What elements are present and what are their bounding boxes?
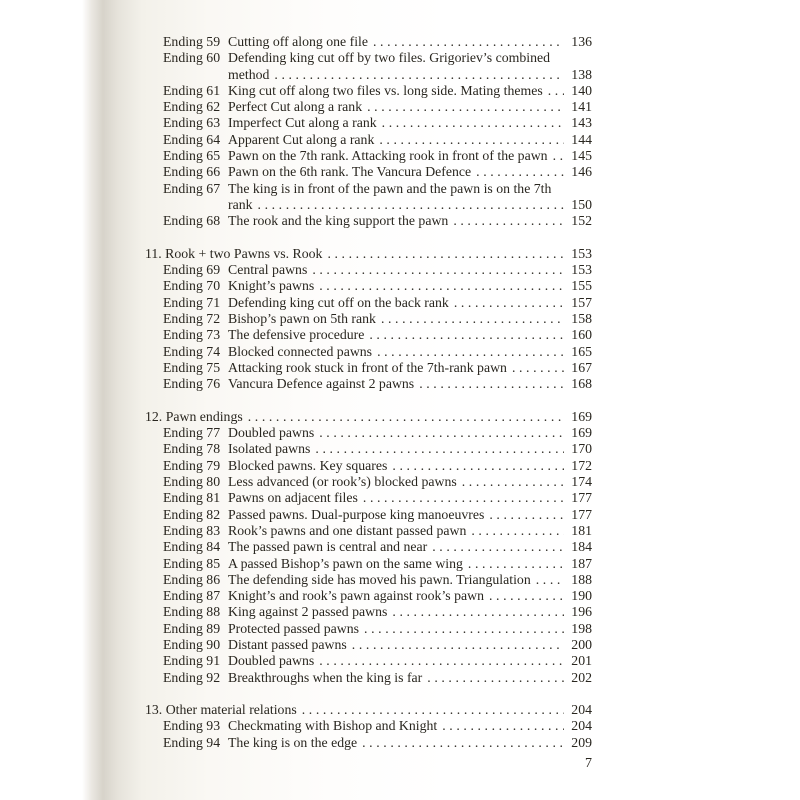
toc-entry-label: Ending 80: [163, 474, 221, 490]
toc-entry-title: Cutting off along one file: [228, 34, 368, 49]
dot-leader: [372, 344, 564, 360]
dot-leader: [297, 702, 564, 718]
toc-entry-page: 196: [571, 604, 592, 620]
dot-leader: [543, 83, 564, 99]
toc-entry-title: Bishop’s pawn on 5th rank: [228, 311, 376, 327]
toc-entry-label: Ending 87: [163, 588, 221, 604]
toc-entry-label: Ending 60: [163, 50, 221, 66]
toc-entry-page: 184: [571, 539, 592, 555]
dot-leader: [387, 458, 564, 474]
toc-entry-title: Passed pawns. Dual-purpose king manoeuvres: [228, 506, 485, 522]
dot-leader: [377, 115, 564, 131]
toc-entry: [145, 507, 592, 523]
toc-entry: [145, 164, 592, 180]
toc-entry-title: Checkmating with Bishop and Knight: [228, 718, 438, 734]
toc-entry-title-continuation: rank: [228, 196, 253, 212]
toc-entry: [145, 556, 592, 572]
toc-entry-page: 140: [571, 82, 592, 98]
toc-entry-label: Ending 64: [163, 131, 221, 147]
dot-leader: [449, 295, 564, 311]
dot-leader: [448, 213, 564, 229]
toc-entry: [145, 735, 592, 751]
toc-entry-page: 209: [571, 734, 592, 750]
toc-entry-label: Ending 73: [163, 327, 221, 343]
dot-leader: [253, 197, 564, 213]
toc-entry: [145, 213, 592, 229]
dot-leader: [471, 164, 564, 180]
toc-entry-page: 138: [571, 66, 592, 82]
toc-entry-page: 150: [571, 196, 592, 212]
toc-entry-label: Ending 75: [163, 359, 221, 375]
toc-entry-page: 188: [571, 571, 592, 587]
dot-leader: [314, 425, 564, 441]
toc-entry: [145, 718, 592, 734]
toc-entry-title: Central pawns: [228, 262, 308, 278]
dot-leader: [322, 246, 564, 262]
toc-entry: [145, 278, 592, 294]
dot-leader: [374, 132, 564, 148]
toc-entry-label: Ending 90: [163, 636, 221, 652]
dot-leader: [358, 490, 564, 506]
toc-entry-label: Ending 63: [163, 115, 221, 131]
dot-leader: [457, 474, 564, 490]
toc-entry-page: 201: [571, 653, 592, 669]
toc-entry-continuation-line: [145, 67, 592, 83]
toc-entry-label: Ending 70: [163, 278, 221, 294]
toc-entry-page: 187: [571, 555, 592, 571]
toc-entry: [145, 327, 592, 343]
toc-entry-title: Isolated pawns: [228, 441, 311, 457]
toc-entry-page: 190: [571, 588, 592, 604]
toc-section-heading: [145, 702, 592, 718]
toc-entry: [145, 621, 592, 637]
toc-entry: [145, 34, 592, 50]
toc-entry-title: Defending king cut off by two files. Grigoriev’s combined: [228, 50, 550, 66]
toc-entry-label: Ending 78: [163, 441, 221, 457]
blank-line-spacer: [145, 230, 592, 246]
toc-entry: [145, 360, 592, 376]
toc-entry-first-line: [145, 50, 592, 66]
toc-entry-page: 146: [571, 164, 592, 180]
dot-leader: [437, 718, 564, 734]
toc-entry-page: 160: [571, 327, 592, 343]
toc-entry-page: 198: [571, 620, 592, 636]
toc-entry-label: Ending 69: [163, 262, 221, 278]
dot-leader: [362, 99, 564, 115]
dot-leader: [466, 523, 564, 539]
toc-entry: [145, 99, 592, 115]
page-number: 7: [585, 756, 592, 771]
toc-entry-title: Protected passed pawns: [228, 620, 360, 636]
blank-line-spacer: [145, 686, 592, 702]
toc-entry-page: 181: [571, 522, 592, 538]
toc-entry-label: Ending 79: [163, 457, 221, 473]
toc-entry-title: Defending king cut off on the back rank: [228, 294, 449, 310]
toc-entry-page: 168: [571, 376, 592, 392]
toc-entry: [145, 344, 592, 360]
toc-entry-label: Ending 62: [163, 99, 221, 115]
toc-entry: [145, 474, 592, 490]
toc-entry-label: Ending 59: [163, 34, 221, 49]
toc-section-heading: [145, 409, 592, 425]
toc-entry-label: Ending 85: [163, 555, 221, 571]
dot-leader: [310, 441, 564, 457]
toc-entry: [145, 441, 592, 457]
toc-entry: [145, 132, 592, 148]
toc-entry-title: Blocked connected pawns: [228, 343, 373, 359]
dot-leader: [531, 572, 564, 588]
toc-entry-title: Doubled pawns: [228, 425, 315, 441]
toc-entry-label: Ending 94: [163, 734, 221, 750]
toc-entry-title: The king is on the edge: [228, 734, 358, 750]
toc-entry-title: Doubled pawns: [228, 653, 315, 669]
toc-entry-title: Rook’s pawns and one distant passed pawn: [228, 522, 467, 538]
table-of-contents: [145, 34, 592, 751]
dot-leader: [364, 327, 564, 343]
toc-entry-label: Ending 83: [163, 522, 221, 538]
dot-leader: [314, 278, 564, 294]
toc-entry-page: 172: [571, 457, 592, 473]
toc-entry-label: Ending 77: [163, 425, 221, 441]
toc-entry-page: 157: [571, 294, 592, 310]
dot-leader: [548, 148, 564, 164]
toc-entry-title: Knight’s and rook’s pawn against rook’s pawn: [228, 588, 484, 604]
toc-entry: [145, 148, 592, 164]
toc-section-label: 13. Other material relations: [145, 702, 297, 718]
toc-entry-title: The rook and the king support the pawn: [228, 213, 449, 229]
dot-leader: [463, 556, 564, 572]
toc-entry-label: Ending 66: [163, 164, 221, 180]
toc-entry-label: Ending 89: [163, 620, 221, 636]
toc-entry-first-line: [145, 181, 592, 197]
toc-entry: [145, 376, 592, 392]
toc-entry-title: Apparent Cut along a rank: [228, 131, 375, 147]
toc-entry-label: Ending 92: [163, 669, 221, 685]
toc-entry-page: 136: [571, 34, 592, 49]
toc-section-page: 153: [571, 245, 592, 261]
toc-entry: [145, 311, 592, 327]
dot-leader: [368, 34, 564, 50]
dot-leader: [307, 262, 564, 278]
dot-leader: [314, 653, 564, 669]
dot-leader: [387, 604, 564, 620]
toc-entry-title: Knight’s pawns: [228, 278, 315, 294]
toc-entry-title: Imperfect Cut along a rank: [228, 115, 377, 131]
toc-entry: [145, 653, 592, 669]
toc-entry-title: Vancura Defence against 2 pawns: [228, 376, 415, 392]
toc-entry-label: Ending 84: [163, 539, 221, 555]
toc-entry-label: Ending 67: [163, 180, 221, 196]
toc-entry-label: Ending 86: [163, 571, 221, 587]
toc-entry-label: Ending 68: [163, 213, 221, 229]
toc-entry-label: Ending 82: [163, 506, 221, 522]
toc-entry-title-continuation: method: [228, 66, 270, 82]
toc-entry-page: 177: [571, 490, 592, 506]
toc-entry-title: The defensive procedure: [228, 327, 365, 343]
toc-entry-label: Ending 93: [163, 718, 221, 734]
toc-entry-page: 144: [571, 131, 592, 147]
toc-entry-title: King cut off along two files vs. long side. Mating themes: [228, 82, 543, 98]
toc-entry-page: 165: [571, 343, 592, 359]
toc-entry-title: Distant passed pawns: [228, 636, 347, 652]
toc-section-label: 11. Rook + two Pawns vs. Rook: [145, 245, 323, 261]
toc-entry-label: Ending 74: [163, 343, 221, 359]
toc-entry-title: Pawns on adjacent files: [228, 490, 358, 506]
toc-entry: [145, 637, 592, 653]
toc-entry-page: 143: [571, 115, 592, 131]
dot-leader: [347, 637, 564, 653]
toc-entry-title: Pawn on the 7th rank. Attacking rook in front of the pawn: [228, 148, 548, 164]
toc-entry-title: A passed Bishop’s pawn on the same wing: [228, 555, 463, 571]
toc-entry-title: Attacking rook stuck in front of the 7th-rank pawn: [228, 359, 507, 375]
toc-entry-page: 141: [571, 99, 592, 115]
toc-entry: [145, 604, 592, 620]
toc-entry-page: 200: [571, 636, 592, 652]
toc-entry-label: Ending 81: [163, 490, 221, 506]
toc-entry: [145, 523, 592, 539]
toc-entry-label: Ending 61: [163, 82, 221, 98]
toc-entry-title: Breakthroughs when the king is far: [228, 669, 423, 685]
dot-leader: [422, 670, 564, 686]
toc-entry-page: 155: [571, 278, 592, 294]
dot-leader: [243, 409, 564, 425]
toc-entry-page: 169: [571, 425, 592, 441]
dot-leader: [427, 539, 564, 555]
toc-entry-label: Ending 71: [163, 294, 221, 310]
dot-leader: [357, 735, 564, 751]
toc-section-page: 204: [571, 702, 592, 718]
toc-entry-page: 202: [571, 669, 592, 685]
toc-entry-label: Ending 65: [163, 148, 221, 164]
dot-leader: [484, 507, 564, 523]
toc-entry-page: 177: [571, 506, 592, 522]
toc-entry-page: 158: [571, 311, 592, 327]
toc-entry-label: Ending 76: [163, 376, 221, 392]
toc-section-heading: [145, 246, 592, 262]
toc-entry-label: Ending 91: [163, 653, 221, 669]
toc-entry-label: Ending 72: [163, 311, 221, 327]
toc-entry-page: 152: [571, 213, 592, 229]
toc-entry: [145, 490, 592, 506]
toc-entry-page: 167: [571, 359, 592, 375]
toc-entry: [145, 670, 592, 686]
toc-entry: [145, 539, 592, 555]
toc-entry-title: Less advanced (or rook’s) blocked pawns: [228, 474, 457, 490]
toc-entry-title: The passed pawn is central and near: [228, 539, 428, 555]
dot-leader: [507, 360, 564, 376]
toc-entry: [145, 262, 592, 278]
dot-leader: [269, 67, 564, 83]
toc-entry: [145, 295, 592, 311]
dot-leader: [414, 376, 564, 392]
toc-section-label: 12. Pawn endings: [145, 408, 243, 424]
toc-section-page: 169: [571, 408, 592, 424]
toc-entry-title: Blocked pawns. Key squares: [228, 457, 388, 473]
toc-entry-label: Ending 88: [163, 604, 221, 620]
toc-entry: [145, 458, 592, 474]
dot-leader: [484, 588, 564, 604]
toc-entry-title: King against 2 passed pawns: [228, 604, 388, 620]
toc-entry-page: 204: [571, 718, 592, 734]
dot-leader: [376, 311, 564, 327]
toc-entry: [145, 115, 592, 131]
toc-entry-continuation-line: [145, 197, 592, 213]
toc-entry: [145, 83, 592, 99]
toc-entry-title: Pawn on the 6th rank. The Vancura Defence: [228, 164, 472, 180]
toc-entry-page: 174: [571, 474, 592, 490]
toc-entry-title: The defending side has moved his pawn. Triangulation: [228, 571, 531, 587]
dot-leader: [359, 621, 564, 637]
blank-line-spacer: [145, 393, 592, 409]
toc-entry-page: 153: [571, 262, 592, 278]
toc-entry-title: The king is in front of the pawn and the pawn is on the 7th: [228, 180, 552, 196]
toc-entry: [145, 425, 592, 441]
toc-entry-page: 145: [571, 148, 592, 164]
toc-entry-title: Perfect Cut along a rank: [228, 99, 363, 115]
toc-entry: [145, 572, 592, 588]
toc-entry: [145, 588, 592, 604]
toc-entry-page: 170: [571, 441, 592, 457]
